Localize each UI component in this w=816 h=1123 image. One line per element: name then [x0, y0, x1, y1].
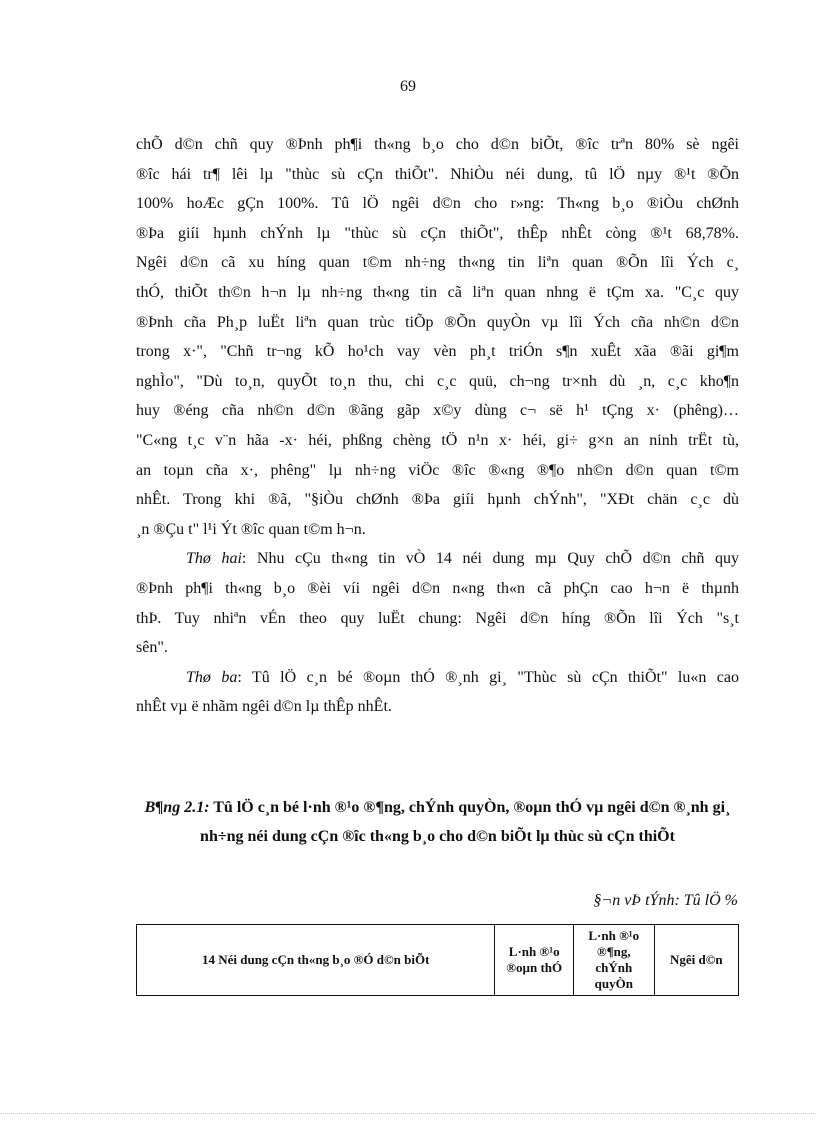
table-header-row [137, 925, 739, 996]
unit-label: §¬n vÞ tÝnh: Tû lÖ % [593, 892, 738, 909]
text-line: ¸n ®Çu t" l¹i Ýt ®îc quan t©m h¬n. [136, 520, 366, 538]
text-line [136, 544, 739, 574]
paragraph-lead: Thø hai [186, 550, 242, 568]
text-line: "C«ng t¸c v¨n hãa -x· héi, phßng chèng tÖ n¹n x· héi, gi÷ g×n an ninh trËt tù, [136, 431, 739, 449]
paragraph-lead: Thø ba [186, 668, 238, 686]
text-line [136, 663, 739, 693]
data-table [136, 924, 739, 996]
text-line: Ngêi d©n cã xu híng quan t©m nh÷ng th«ng tin liªn quan ®Õn lîi Ých c¸ [136, 254, 739, 272]
text-line: sên". [136, 639, 168, 657]
table-caption [136, 793, 739, 851]
body-text [136, 130, 739, 722]
text-line: thÓ, thiÕt th©n h¬n lµ nh÷ng th«ng tin cã liªn quan nhng ë tÇm xa. "C¸c quy [136, 283, 739, 301]
paragraph-1 [136, 130, 739, 544]
text-fragment: : Nhu cÇu th«ng tin vÒ 14 néi dung mµ Quy chÕ d©n chñ quy [241, 550, 739, 568]
text-line: ®Þa giíi hµnh chÝnh lµ "thùc sù cÇn thiÕt", thÊp nhÊt còng ®¹t 68,78%. [136, 224, 739, 242]
table-header-cell: L·nh ®¹o ®oµn thÓ [495, 925, 574, 996]
text-line: nhÊt. Trong khi ®ã, "§iÒu chØnh ®Þa giíi hµnh chÝnh", "XÐt chän c¸c dù [136, 491, 739, 509]
text-line: an toµn cña x·, phêng" lµ nh÷ng viÖc ®îc ®«ng ®¶o nh©n d©n quan t©m [136, 461, 739, 479]
table-header-cell: Ngêi d©n [654, 925, 738, 996]
text-line: nhÊt vµ ë nhãm ngêi d©n lµ thÊp nhÊt. [136, 698, 392, 716]
page-bottom-divider [0, 1113, 816, 1114]
table-header-cell: L·nh ®¹o ®¶ng, chÝnh quyÒn [573, 925, 654, 996]
text-line: 100% hoÆc gÇn 100%. Tû lÖ ngêi d©n cho r»ng: Th«ng b¸o ®iÒu chØnh [136, 195, 739, 213]
paragraph-2 [136, 544, 739, 662]
text-line: chÕ d©n chñ quy ®Þnh ph¶i th«ng b¸o cho d©n biÕt, ®îc trªn 80% sè ngêi [136, 136, 739, 153]
page-number: 69 [400, 78, 416, 95]
text-line: ®Þnh ph¶i th«ng b¸o ®èi víi ngêi d©n n«ng th«n cã phÇn cao h¬n ë thµnh [136, 579, 739, 597]
paragraph-3 [136, 663, 739, 722]
table-caption-text: Tû lÖ c¸n bé l·nh ®¹o ®¶ng, chÝnh quyÒn, ®oµn thÓ vµ ngêi d©n ®¸nh gi¸ nh÷ng néi dung cÇn ®îc th«ng b¸o cho d©n biÕt lµ thùc sù cÇn thiÕt [200, 799, 731, 845]
text-line: ®îc hái tr¶ lêi lµ "thùc sù cÇn thiÕt". NhiÒu néi dung, tû lÖ nµy ®¹t ®Õn [136, 165, 739, 183]
table-caption-label: B¶ng 2.1: [144, 799, 210, 816]
text-line: huy ®éng cña nh©n d©n ®ãng gãp x©y dùng c¬ së h¹ tÇng x· (phêng)… [136, 402, 739, 420]
text-line: ®Þnh cña Ph¸p luËt liªn quan trùc tiÕp ®Õn quyÒn vµ lîi Ých cña nh©n d©n [136, 313, 739, 331]
text-line: thÞ. Tuy nhiªn vÉn theo quy luËt chung: Ngêi d©n híng ®Õn lîi Ých "s¸t [136, 609, 739, 627]
text-line: trong x·", "Chñ tr¬ng kÕ ho¹ch vay vèn ph¸t triÓn s¶n xuÊt xãa ®ãi gi¶m [136, 343, 739, 361]
text-fragment: : Tû lÖ c¸n bé ®oµn thÓ ®¸nh gi¸ "Thùc sù cÇn thiÕt" lu«n cao [237, 668, 739, 686]
text-line: nghÌo", "Dù to¸n, quyÕt to¸n thu, chi c¸c quü, ch¬ng tr×nh dù ¸n, c¸c kho¶n [136, 372, 739, 390]
table-header-cell: 14 Néi dung cÇn th«ng b¸o ®Ó d©n biÕt [137, 925, 495, 996]
